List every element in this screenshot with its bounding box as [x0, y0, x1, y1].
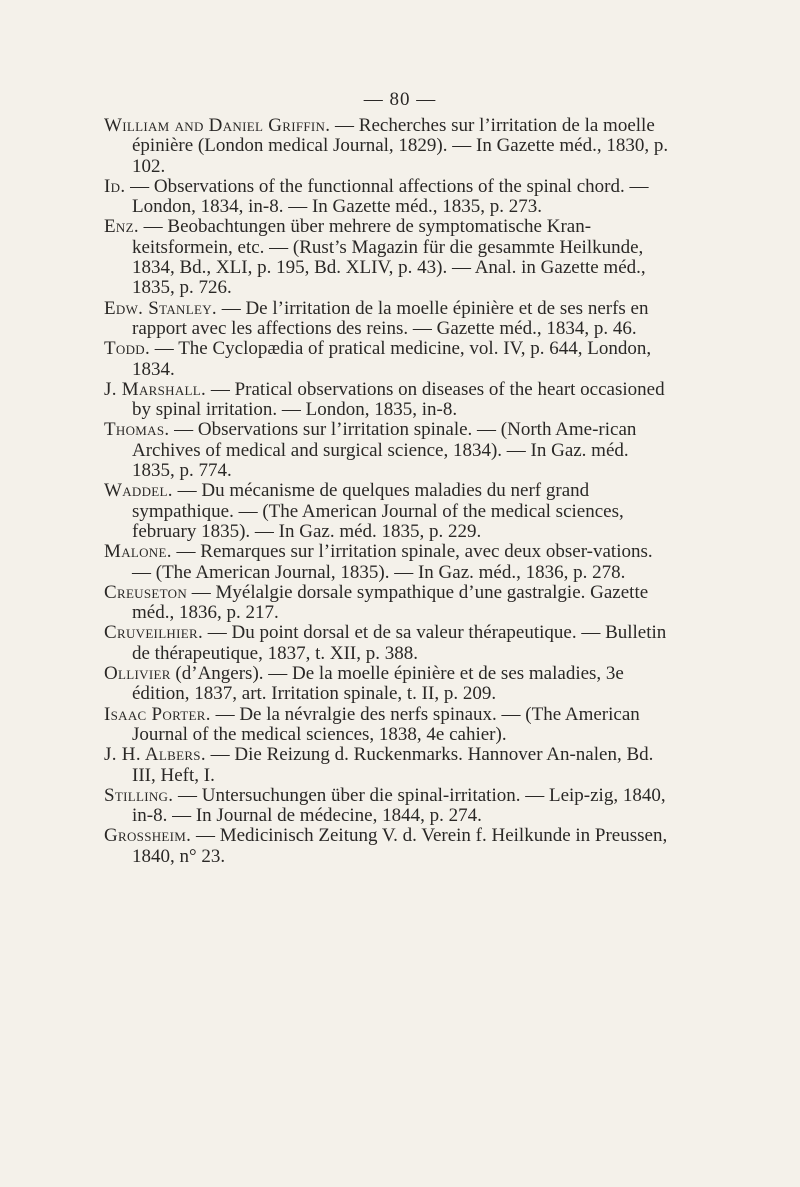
entry-text: — Myélalgie dorsale sympathique d’une gastralgie. Gazette méd., 1836, p. 217.	[132, 581, 649, 624]
bibliography-entry	[104, 745, 674, 786]
bibliography-entry	[104, 217, 674, 298]
entry-author: Malone.	[104, 541, 172, 563]
bibliography-entry	[104, 339, 674, 380]
entry-author: Grossheim.	[104, 825, 192, 847]
entry-author: Cruveilhier.	[104, 622, 204, 644]
entry-author: Stilling.	[104, 784, 174, 806]
entry-text: — Observations sur l’irritation spinale. — (North Ame-rican Archives of medical and surgical science, 1834). — In Gaz. méd. 1835, p. 774.	[132, 419, 637, 482]
entry-text: — Observations of the functionnal affections of the spinal chord. — London, 1834, in-8. — In Gazette méd., 1835, p. 273.	[125, 175, 649, 218]
bibliography-entry	[104, 420, 674, 481]
entry-text: — The Cyclopædia of pratical medicine, vol. IV, p. 644, London, 1834.	[132, 338, 652, 380]
bibliography-list	[104, 116, 674, 867]
entry-text: — De la névralgie des nerfs spinaux. — (The American Journal of the medical sciences, 1838, 4e cahier).	[132, 703, 640, 745]
entry-author: J. Marshall.	[104, 378, 207, 400]
bibliography-entry	[104, 542, 674, 583]
entry-text: — Die Reizung d. Ruckenmarks. Hannover An-nalen, Bd. III, Heft, I.	[132, 744, 654, 786]
entry-author: Edw. Stanley.	[104, 297, 217, 319]
entry-author: J. H. Albers.	[104, 744, 206, 766]
bibliography-entry	[104, 623, 674, 664]
bibliography-entry	[104, 177, 674, 218]
entry-text: — Du point dorsal et de sa valeur thérapeutique. — Bulletin de thérapeutique, 1837, t. XII, p. 388.	[132, 622, 667, 664]
bibliography-entry	[104, 583, 674, 624]
bibliography-entry	[104, 786, 674, 827]
bibliography-entry	[104, 664, 674, 705]
entry-text: — Du mécanisme de quelques maladies du nerf grand sympathique. — (The American Journal of the medical sciences, february 1835). — In Gaz. méd. 1835, p. 229.	[132, 480, 624, 542]
entry-text: — De l’irritation de la moelle épinière et de ses nerfs en rapport avec les affections des reins. — Gazette méd., 1834, p. 46.	[132, 297, 649, 339]
bibliography-entry	[104, 705, 674, 746]
bibliography-entry	[104, 116, 674, 177]
entry-text: — Medicinisch Zeitung V. d. Verein f. Heilkunde in Preussen, 1840, n° 23.	[132, 825, 668, 867]
bibliography-entry	[104, 380, 674, 421]
entry-author: William and Daniel Griffin.	[104, 115, 331, 136]
entry-text: — Pratical observations on diseases of the heart occasioned by spinal irritation. — London, 1835, in-8.	[132, 378, 665, 421]
entry-text: — Untersuchungen über die spinal-irritation. — Leip-zig, 1840, in-8. — In Journal de médecine, 1844, p. 274.	[132, 784, 666, 827]
entry-author: Id.	[104, 175, 126, 197]
entry-text: — Beobachtungen über mehrere de symptomatische Kran-keitsformein, etc. — (Rust’s Magazin für die gesammte Heilkunde, 1834, Bd., XLI, p. 195, Bd. XLIV, p. 43). — Anal. in Gazette méd., 1835, p. 726.	[132, 216, 646, 299]
entry-text: — Remarques sur l’irritation spinale, avec deux obser-vations. — (The American Journal, 1835). — In Gaz. méd., 1836, p. 278.	[132, 541, 653, 583]
bibliography-entry	[104, 481, 674, 542]
bibliography-entry	[104, 299, 674, 340]
bibliography-entry	[104, 826, 674, 867]
entry-author: Enz.	[104, 216, 139, 238]
entry-author: Waddel.	[104, 480, 173, 502]
entry-text: — Recherches sur l’irritation de la moelle épinière (London medical Journal, 1829). — In Gazette méd., 1830, p. 102.	[132, 115, 669, 177]
entry-author: Thomas.	[104, 419, 170, 441]
page-number: — 80 —	[363, 89, 437, 110]
entry-author: Ollivier	[104, 663, 171, 685]
entry-text: (d’Angers). — De la moelle épinière et de ses maladies, 3e édition, 1837, art. Irritation spinale, t. II, p. 209.	[132, 663, 624, 705]
entry-author: Creuseton	[104, 581, 188, 603]
entry-author: Isaac Porter.	[104, 703, 211, 725]
entry-author: Todd.	[104, 338, 151, 360]
